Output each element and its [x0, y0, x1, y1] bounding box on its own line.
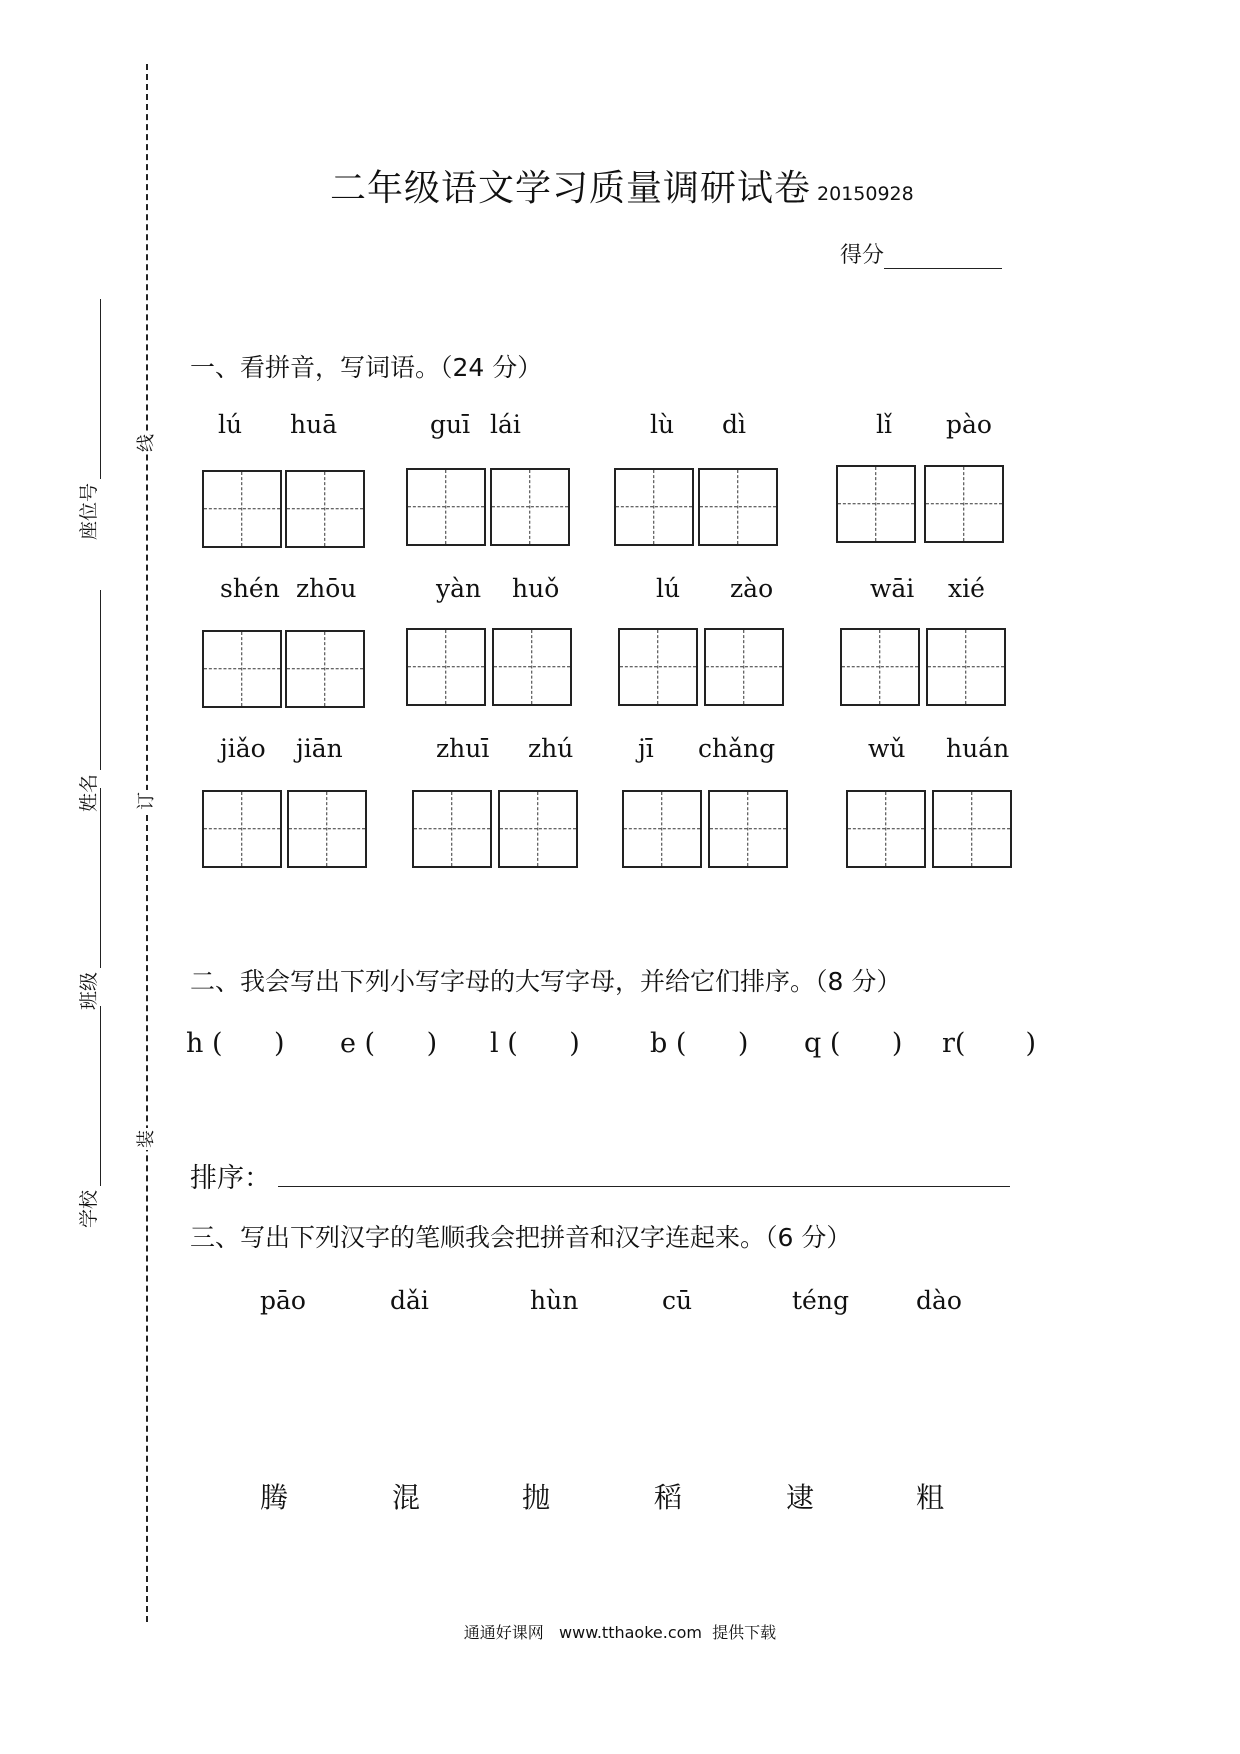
pinyin: huán	[946, 734, 1010, 763]
writing-grid-box[interactable]	[926, 628, 1006, 706]
section3-heading: 三、写出下列汉字的笔顺我会把拼音和汉字连起来。（6 分）	[190, 1223, 852, 1252]
letter-item[interactable]: l ( )	[490, 1028, 580, 1059]
letter-item[interactable]: h ( )	[186, 1028, 285, 1059]
writing-grid-box[interactable]	[708, 790, 788, 868]
writing-grid-box[interactable]	[924, 465, 1004, 543]
seat-number-field	[74, 299, 101, 540]
name-field	[74, 590, 101, 812]
writing-grid-box[interactable]	[846, 790, 926, 868]
pinyin: zhuī	[436, 734, 490, 763]
school-label: 学校	[78, 1189, 100, 1228]
writing-grid-box[interactable]	[406, 468, 486, 546]
pinyin: xié	[948, 574, 985, 603]
binding-word-ding: 订	[136, 792, 157, 810]
hanzi-item[interactable]: 腾	[260, 1481, 289, 1514]
pinyin: zào	[730, 574, 774, 603]
pinyin-item[interactable]: hùn	[530, 1286, 579, 1315]
binding-dashed-line	[146, 64, 148, 1622]
class-field	[74, 788, 101, 1010]
pinyin: yàn	[436, 574, 482, 603]
writing-grid-box[interactable]	[614, 468, 694, 546]
hanzi-item[interactable]: 稻	[654, 1481, 683, 1514]
letter-item[interactable]: q ( )	[804, 1028, 903, 1059]
writing-grid-box[interactable]	[492, 628, 572, 706]
sort-label: 排序：	[190, 1163, 271, 1194]
class-label: 班级	[78, 971, 100, 1010]
title-text: 二年级语文学习质量调研试卷	[330, 168, 812, 209]
hanzi-item[interactable]: 粗	[916, 1481, 945, 1514]
pinyin: lú	[218, 410, 243, 439]
writing-grid-box[interactable]	[285, 630, 365, 708]
writing-grid-box[interactable]	[704, 628, 784, 706]
footer-credit: 通通好课网 www.tthaoke.com 提供下载	[463, 1623, 777, 1642]
writing-grid-box[interactable]	[202, 790, 282, 868]
letter-item[interactable]: b ( )	[650, 1028, 749, 1059]
writing-grid-box[interactable]	[406, 628, 486, 706]
writing-grid-box[interactable]	[618, 628, 698, 706]
pinyin: huā	[290, 410, 338, 439]
pinyin: jiǎo	[220, 734, 266, 763]
hanzi-item[interactable]: 混	[392, 1481, 421, 1514]
hanzi-item[interactable]: 逮	[786, 1481, 815, 1514]
letter-item[interactable]: e ( )	[340, 1028, 438, 1059]
pinyin: jiān	[296, 734, 343, 763]
sort-answer-line[interactable]	[278, 1186, 1010, 1187]
writing-grid-box[interactable]	[698, 468, 778, 546]
pinyin: dì	[722, 410, 746, 439]
pinyin: guī	[430, 410, 471, 439]
writing-grid-box[interactable]	[498, 790, 578, 868]
score-field	[840, 238, 1002, 269]
pinyin-item[interactable]: dào	[916, 1286, 962, 1315]
name-blank[interactable]	[82, 590, 101, 770]
writing-grid-box[interactable]	[287, 790, 367, 868]
exam-date: 20150928	[817, 183, 914, 205]
pinyin: zhú	[528, 734, 574, 763]
pinyin: wǔ	[868, 734, 906, 763]
pinyin: huǒ	[512, 574, 560, 603]
seat-number-label: 座位号	[78, 482, 100, 540]
pinyin: jī	[638, 734, 654, 763]
writing-grid-box[interactable]	[932, 790, 1012, 868]
writing-grid-box[interactable]	[202, 470, 282, 548]
pinyin-item[interactable]: dǎi	[390, 1286, 429, 1315]
section2-heading: 二、我会写出下列小写字母的大写字母，并给它们排序。（8 分）	[190, 967, 902, 996]
school-blank[interactable]	[82, 1006, 101, 1186]
writing-grid-box[interactable]	[202, 630, 282, 708]
letter-item[interactable]: r( )	[942, 1028, 1037, 1059]
pinyin: lù	[650, 410, 675, 439]
pinyin-item[interactable]: cū	[662, 1286, 693, 1315]
school-field	[74, 1006, 101, 1228]
writing-grid-box[interactable]	[412, 790, 492, 868]
pinyin: lǐ	[876, 410, 892, 439]
pinyin-item[interactable]: téng	[792, 1286, 849, 1315]
hanzi-item[interactable]: 抛	[522, 1481, 551, 1514]
pinyin: wāi	[870, 574, 915, 603]
pinyin: shén	[220, 574, 280, 603]
binding-word-xian: 线	[136, 434, 157, 452]
writing-grid-box[interactable]	[840, 628, 920, 706]
pinyin: zhōu	[296, 574, 357, 603]
writing-grid-box[interactable]	[622, 790, 702, 868]
writing-grid-box[interactable]	[285, 470, 365, 548]
section1-heading: 一、看拼音，写词语。（24 分）	[190, 353, 543, 382]
binding-word-zhuang: 装	[136, 1130, 157, 1148]
pinyin-item[interactable]: pāo	[260, 1286, 306, 1315]
pinyin: lú	[656, 574, 681, 603]
class-blank[interactable]	[82, 788, 101, 968]
pinyin: pào	[946, 410, 992, 439]
score-blank[interactable]	[884, 246, 1002, 269]
writing-grid-box[interactable]	[836, 465, 916, 543]
name-label: 姓名	[78, 773, 100, 812]
pinyin: chǎng	[698, 734, 776, 763]
seat-number-blank[interactable]	[82, 299, 101, 479]
writing-grid-box[interactable]	[490, 468, 570, 546]
page-title	[330, 160, 914, 211]
score-label: 得分	[840, 243, 885, 268]
pinyin: lái	[490, 410, 521, 439]
